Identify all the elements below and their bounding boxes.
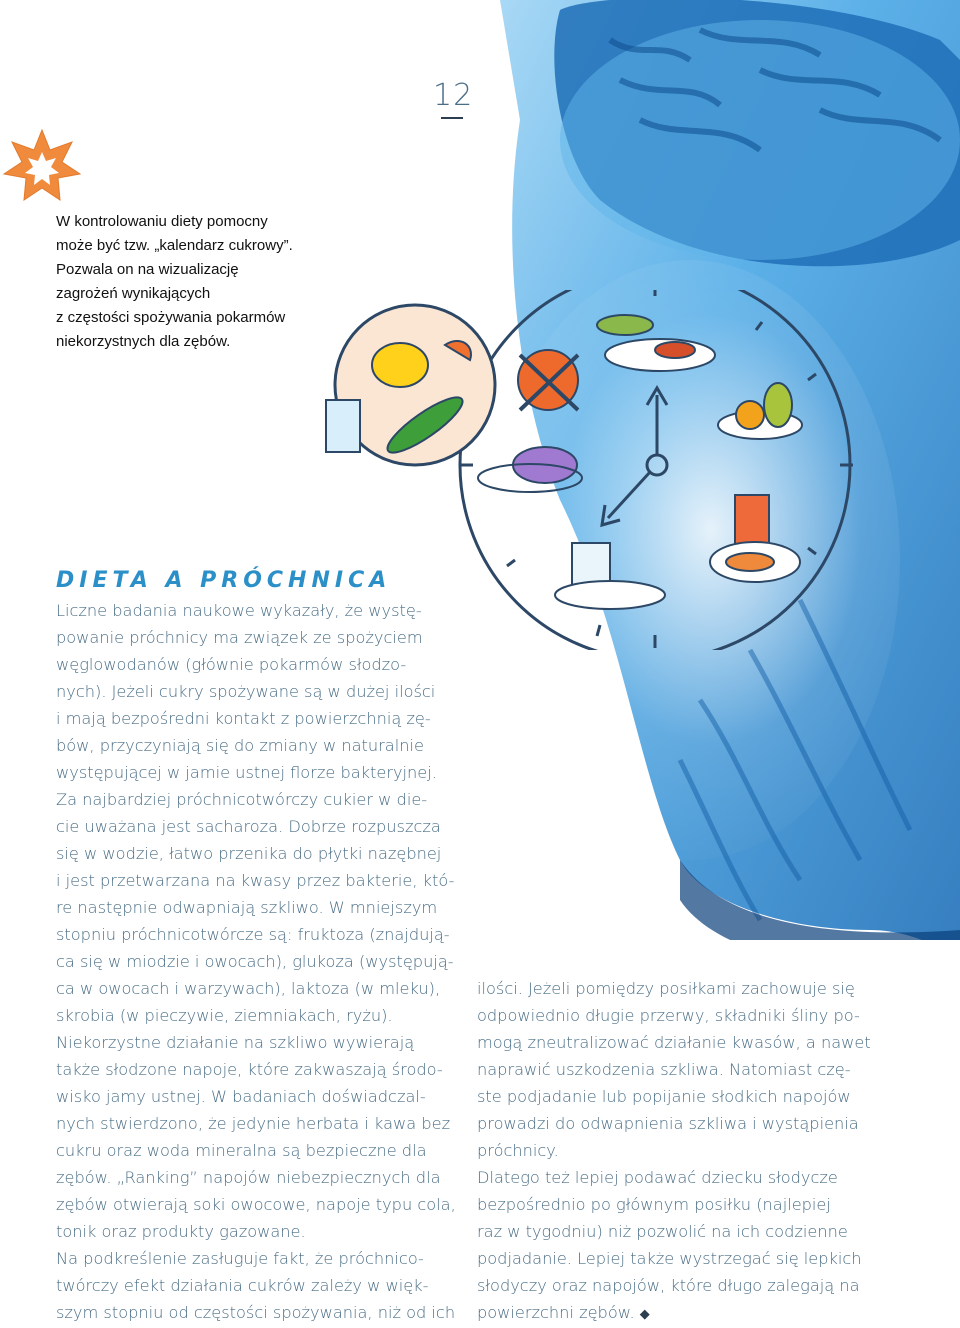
body-line: Za najbardziej próchnicotwórczy cukier w die- [56,790,428,809]
callout-line: W kontrolowaniu diety pomocny [56,213,268,230]
body-line: Liczne badania naukowe wykazały, że wystę- [56,601,422,620]
body-line: odpowiednio długie przerwy, składniki śliny po- [477,1006,860,1025]
body-line: powanie próchnicy ma związek ze spożyciem [56,628,423,647]
sugar-calendar-callout [56,210,356,354]
body-line: szym stopniu od częstości spożywania, niż od ich [56,1303,456,1322]
article-left-column [56,597,456,1326]
body-line: bów, przyczyniają się do zmiany w naturalnie [56,736,424,755]
body-line: wisko jamy ustnej. W badaniach doświadczal- [56,1087,426,1106]
body-line: podjadanie. Lepiej także wystrzegać się lepkich [477,1249,862,1268]
body-line: i jest przetwarzana na kwasy przez bakterie, któ- [56,871,455,890]
article-right-column [477,975,871,1328]
body-line: próchnicy. [477,1141,559,1160]
body-line: słodyczy oraz napojów, które długo zalegają na [477,1276,860,1295]
body-line: także słodzone napoje, które zakwaszają środo- [56,1060,443,1079]
section-heading: DIETA A PRÓCHNICA [56,568,392,593]
body-line: nych). Jeżeli cukry spożywane są w dużej ilości [56,682,436,701]
body-line [477,1299,871,1328]
water-glass-icon [326,400,360,452]
body-line: cukru oraz woda mineralna są bezpieczne dla [56,1141,427,1160]
juice-glass-icon [735,495,769,545]
body-line: nych stwierdzono, że jedynie herbata i kawa bez [56,1114,451,1133]
body-line: i mają bezpośredni kontakt z powierzchnią zę- [56,709,431,728]
body-line: skrobia (w pieczywie, ziemniakach, ryżu). [56,1006,393,1025]
body-line: ilości. Jeżeli pomiędzy posiłkami zachowuje się [477,979,855,998]
body-line: Dlatego też lepiej podawać dziecku słodycze [477,1168,838,1187]
body-line: występującej w jamie ustnej florze bakteryjnej. [56,763,437,782]
body-line: się w wodzie, łatwo przenika do płytki nazębnej [56,844,442,863]
body-line: Niekorzystne działanie na szkliwo wywierają [56,1033,415,1052]
body-line: bezpośrednio po głównym posiłku (najlepiej [477,1195,831,1214]
callout-line: z częstości spożywania pokarmów [56,309,286,326]
body-line: raz w tygodniu) niż pozwolić na ich codzienne [477,1222,848,1241]
star-icon [2,128,82,208]
body-line: zębów. „Ranking” napojów niebezpiecznych dla [56,1168,441,1187]
callout-line: może być tzw. „kalendarz cukrowy”. [56,237,293,254]
body-line: zębów otwierają soki owocowe, napoje typu cola, [56,1195,456,1214]
body-line: cie uważana jest sacharoza. Dobrze rozpuszcza [56,817,441,836]
last-line-text: powierzchni zębów. [477,1303,635,1322]
callout-line: Pozwala on na wizualizację [56,261,239,278]
page-number-rule [441,117,463,119]
body-line: węglowodanów (głównie pokarmów słodzo- [56,655,407,674]
crossed-out-ice-cream-icon [518,350,578,410]
body-line: naprawić uszkodzenia szkliwa. Natomiast czę- [477,1060,851,1079]
callout-line: niekorzystnych dla zębów. [56,333,231,350]
body-line: mogą zneutralizować działanie kwasów, a nawet [477,1033,871,1052]
clock-hands [602,388,667,525]
body-line: ca się w miodzie i owocach), glukoza (występują- [56,952,454,971]
body-line: twórczy efekt działania cukrów zależy w więk- [56,1276,429,1295]
body-line: ca w owocach i warzywach), laktoza (w mleku), [56,979,441,998]
body-line: stopniu próchnicotwórcze są: fruktoza (znajdują- [56,925,450,944]
body-line: Na podkreślenie zasługuje fakt, że próchnico- [56,1249,424,1268]
body-line: re następnie odwapniają szkliwo. W mniejszym [56,898,438,917]
body-line: prowadzi do odwapnienia szkliwa i wystąpienia [477,1114,859,1133]
end-of-article-mark: ◆ [639,1307,650,1322]
page-number: 12 [433,78,474,113]
body-line: ste podjadanie lub popijanie słodkich napojów [477,1087,851,1106]
callout-line: zagrożeń wynikających [56,285,211,302]
body-line: tonik oraz produkty gazowane. [56,1222,306,1241]
sugar-calendar-clock-diagram [320,290,860,650]
